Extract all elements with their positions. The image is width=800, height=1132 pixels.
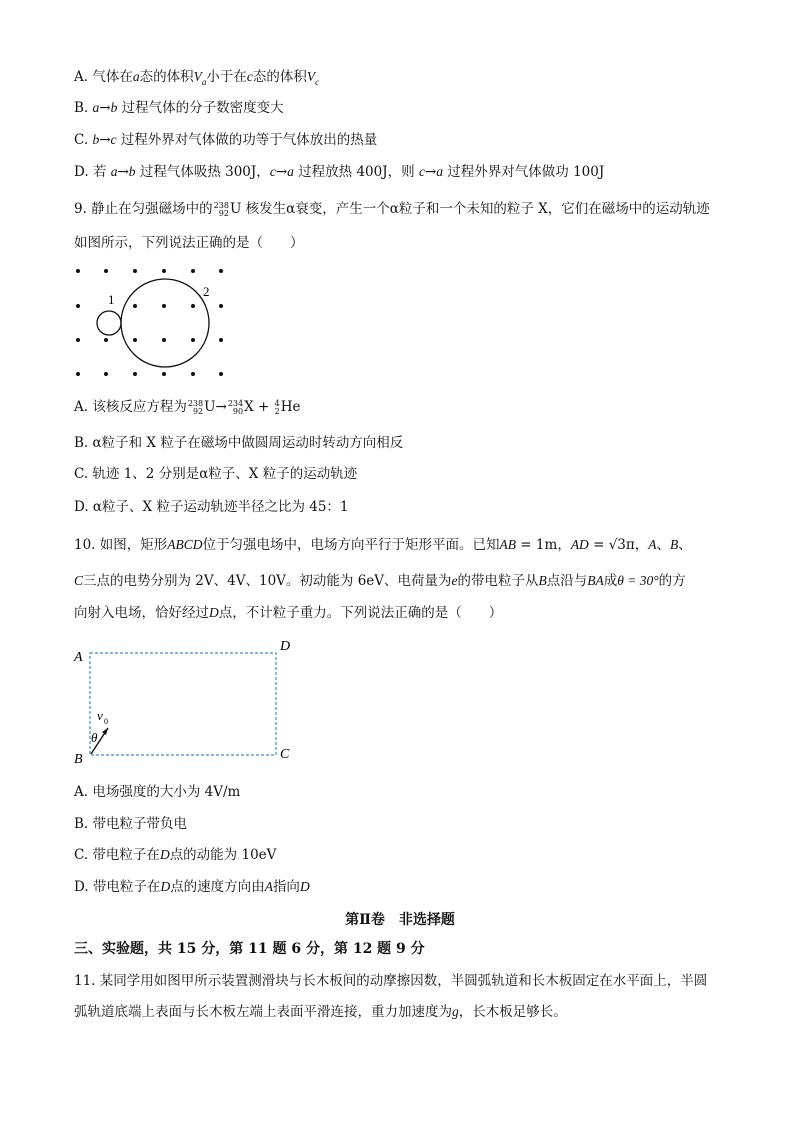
track-1	[97, 311, 121, 335]
label-B: B	[74, 752, 83, 766]
track-1-label: 1	[108, 292, 115, 307]
track-2	[121, 279, 209, 367]
q10-stem-line2: C三点的电势分别为 2V、4V、10V。初动能为 6eV、电荷量为e的带电粒子从B点沿与BA成θ = 30°的方	[74, 573, 686, 589]
q8-option-c: C. b→c 过程外界对气体做的功等于气体放出的热量	[74, 132, 378, 148]
q10-rectangle-figure	[68, 636, 298, 766]
q9-magnetic-field-figure	[68, 262, 238, 382]
rectangle-abcd	[90, 653, 276, 755]
q8-option-b: B. a→b 过程气体的分子数密度变大	[74, 100, 284, 116]
q9-option-b: B. α粒子和 X 粒子在磁场中做圆周运动时转动方向相反	[74, 435, 404, 451]
label-D: D	[280, 639, 291, 654]
q8-option-d: D. 若 a→b 过程气体吸热 300J，c→a 过程放热 400J，则 c→a 过程外界对气体做功 100J	[74, 164, 605, 180]
q9-stem-line2: 如图所示，下列说法正确的是（ ）	[74, 235, 304, 251]
label-C: C	[280, 747, 290, 762]
q9-option-c: C. 轨迹 1、2 分别是α粒子、X 粒子的运动轨迹	[74, 466, 358, 482]
label-v0-sub: 0	[104, 717, 108, 726]
q10-option-b: B. 带电粒子带负电	[74, 816, 188, 832]
q10-stem-line3: 向射入电场，恰好经过D点，不计粒子重力。下列说法正确的是（ ）	[74, 605, 503, 621]
q11-stem-line2: 弧轨道底端上表面与长木板左端上表面平滑连接，重力加速度为g，长木板足够长。	[74, 1004, 567, 1020]
q9-option-d: D. α粒子、X 粒子运动轨迹半径之比为 45：1	[74, 499, 349, 515]
section-title: 第Ⅱ卷 非选择题	[345, 912, 455, 928]
velocity-arrowhead	[102, 728, 108, 735]
q11-stem-line1: 11. 某同学用如图甲所示装置测滑块与长木板间的动摩擦因数，半圆弧轨道和长木板固定在水平面上，半圆	[74, 973, 708, 989]
label-A: A	[74, 650, 83, 665]
q10-stem-line1: 10. 如图，矩形ABCD位于匀强电场中，电场方向平行于矩形平面。已知AB = 1m，AD = √3π，A、B、	[74, 537, 692, 553]
section-heading: 三、实验题，共 15 分，第 11 题 6 分，第 12 题 9 分	[74, 941, 425, 957]
q8-option-a: A. 气体在a态的体积$V_a$小于在c态的体积$V_c$	[74, 69, 320, 87]
q9-stem-line1: 9. 静止在匀强磁场中的 238 92 U 核发生α衰变，产生一个α粒子和一个未知的粒子 X，它们在磁场中的运动轨迹	[74, 200, 710, 218]
q10-option-c: C. 带电粒子在D点的动能为 10eV	[74, 847, 277, 863]
q10-option-d: D. 带电粒子在D点的速度方向由A指向D	[74, 879, 310, 895]
label-theta: θ	[91, 730, 98, 745]
q9-option-a: A. 该核反应方程为 238 92 U→ 234 90 X + 4 2 He	[74, 398, 301, 416]
field-dots	[76, 269, 223, 376]
q10-option-a: A. 电场强度的大小为 4V/m	[74, 784, 241, 800]
label-v0: v	[97, 708, 103, 723]
track-2-label: 2	[203, 284, 210, 299]
